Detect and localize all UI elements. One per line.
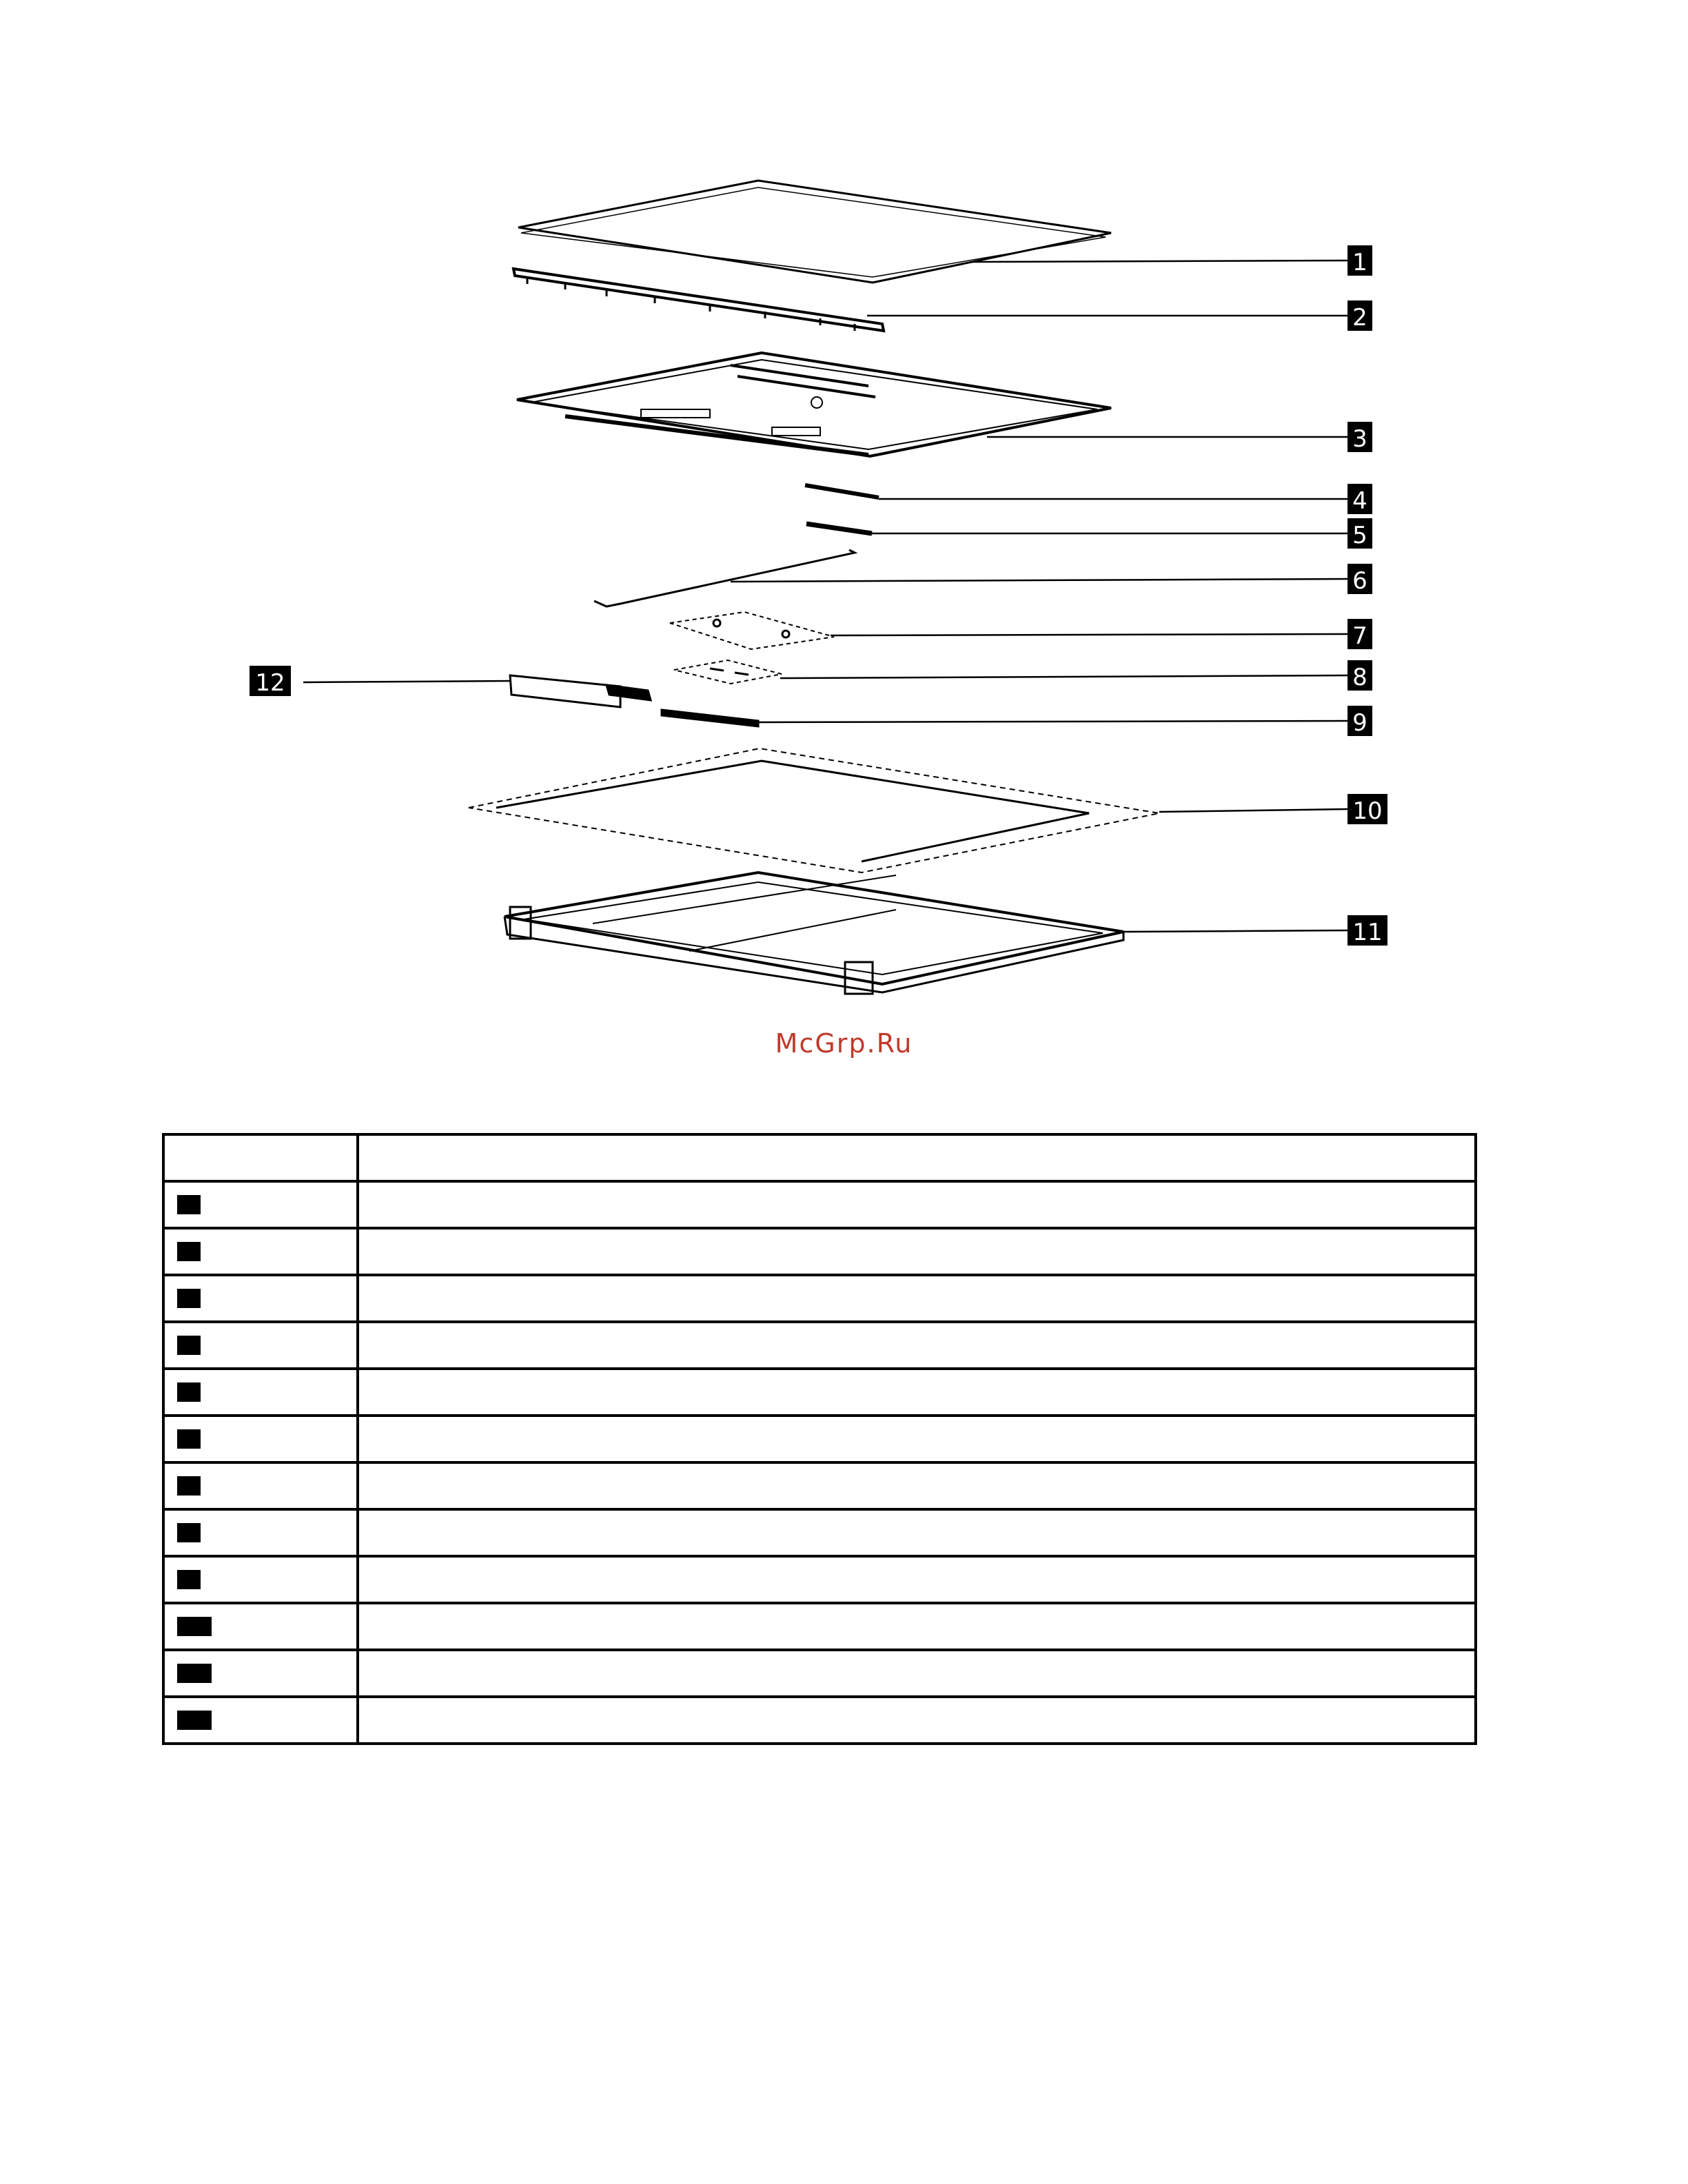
ref-badge: 12 [177, 1711, 212, 1730]
table-row [163, 1697, 1476, 1744]
ref-badge: 8 [177, 1523, 201, 1542]
table-row [163, 1462, 1476, 1509]
ref-badge: 11 [177, 1664, 212, 1683]
svg-text:8: 8 [1352, 664, 1367, 691]
part-lcd-bezel [517, 353, 1111, 456]
table-header-cell [358, 1134, 1476, 1181]
callout-10 [1348, 794, 1387, 825]
table-row [163, 1181, 1476, 1228]
svg-text:6: 6 [1352, 567, 1367, 595]
table-row [163, 1416, 1476, 1462]
svg-text:5: 5 [1352, 522, 1367, 549]
callout-8 [1348, 660, 1372, 691]
table-row [163, 1322, 1476, 1369]
table-row [163, 1509, 1476, 1556]
table-row [163, 1603, 1476, 1650]
callout-2 [1348, 300, 1372, 331]
ref-badge: 10 [177, 1617, 212, 1636]
part-10 [469, 748, 1159, 872]
ref-badge: 3 [177, 1289, 201, 1308]
svg-text:12: 12 [255, 669, 285, 697]
part-5 [806, 524, 872, 533]
svg-text:7: 7 [1352, 622, 1367, 650]
part-bezel-strip [513, 269, 884, 331]
callout-7 [1348, 619, 1372, 650]
part-7 [670, 612, 834, 649]
part-lcd-panel [518, 181, 1111, 283]
table-row [163, 1228, 1476, 1275]
svg-text:4: 4 [1352, 487, 1367, 515]
callout-1 [1348, 245, 1372, 276]
callout-12 [250, 666, 291, 697]
svg-text:1: 1 [1352, 249, 1367, 276]
ref-badge: 2 [177, 1242, 201, 1261]
table-header-cell [163, 1134, 358, 1181]
ref-badge: 6 [177, 1429, 201, 1449]
callout-11 [1348, 915, 1387, 946]
watermark: McGrp.Ru [775, 1028, 913, 1059]
ref-badge: 7 [177, 1476, 201, 1496]
part-8 [674, 660, 782, 684]
table-row [163, 1650, 1476, 1697]
callout-5 [1348, 518, 1372, 549]
ref-badge: 5 [177, 1382, 201, 1402]
callout-4 [1348, 484, 1372, 515]
ref-badge: 9 [177, 1570, 201, 1589]
part-cable [594, 550, 855, 606]
svg-text:10: 10 [1352, 797, 1383, 825]
callout-3 [1348, 422, 1372, 453]
callout-9 [1348, 706, 1372, 737]
part-rear-cover [505, 872, 1123, 994]
table-row [163, 1369, 1476, 1416]
table-row [163, 1556, 1476, 1603]
ref-badge: 1 [177, 1195, 201, 1214]
svg-text:3: 3 [1352, 425, 1367, 453]
part-9 [662, 710, 758, 726]
parts-table [162, 1133, 1477, 1745]
part-4 [805, 485, 879, 498]
leader-lines [303, 261, 1348, 932]
table-header-row [163, 1134, 1476, 1181]
ref-badge: 4 [177, 1336, 201, 1355]
svg-text:2: 2 [1352, 304, 1367, 331]
exploded-parts-diagram [0, 0, 1688, 1034]
callout-6 [1348, 564, 1372, 595]
part-12 [510, 675, 651, 707]
svg-text:11: 11 [1352, 919, 1383, 946]
svg-text:9: 9 [1352, 709, 1367, 737]
table-row [163, 1275, 1476, 1322]
